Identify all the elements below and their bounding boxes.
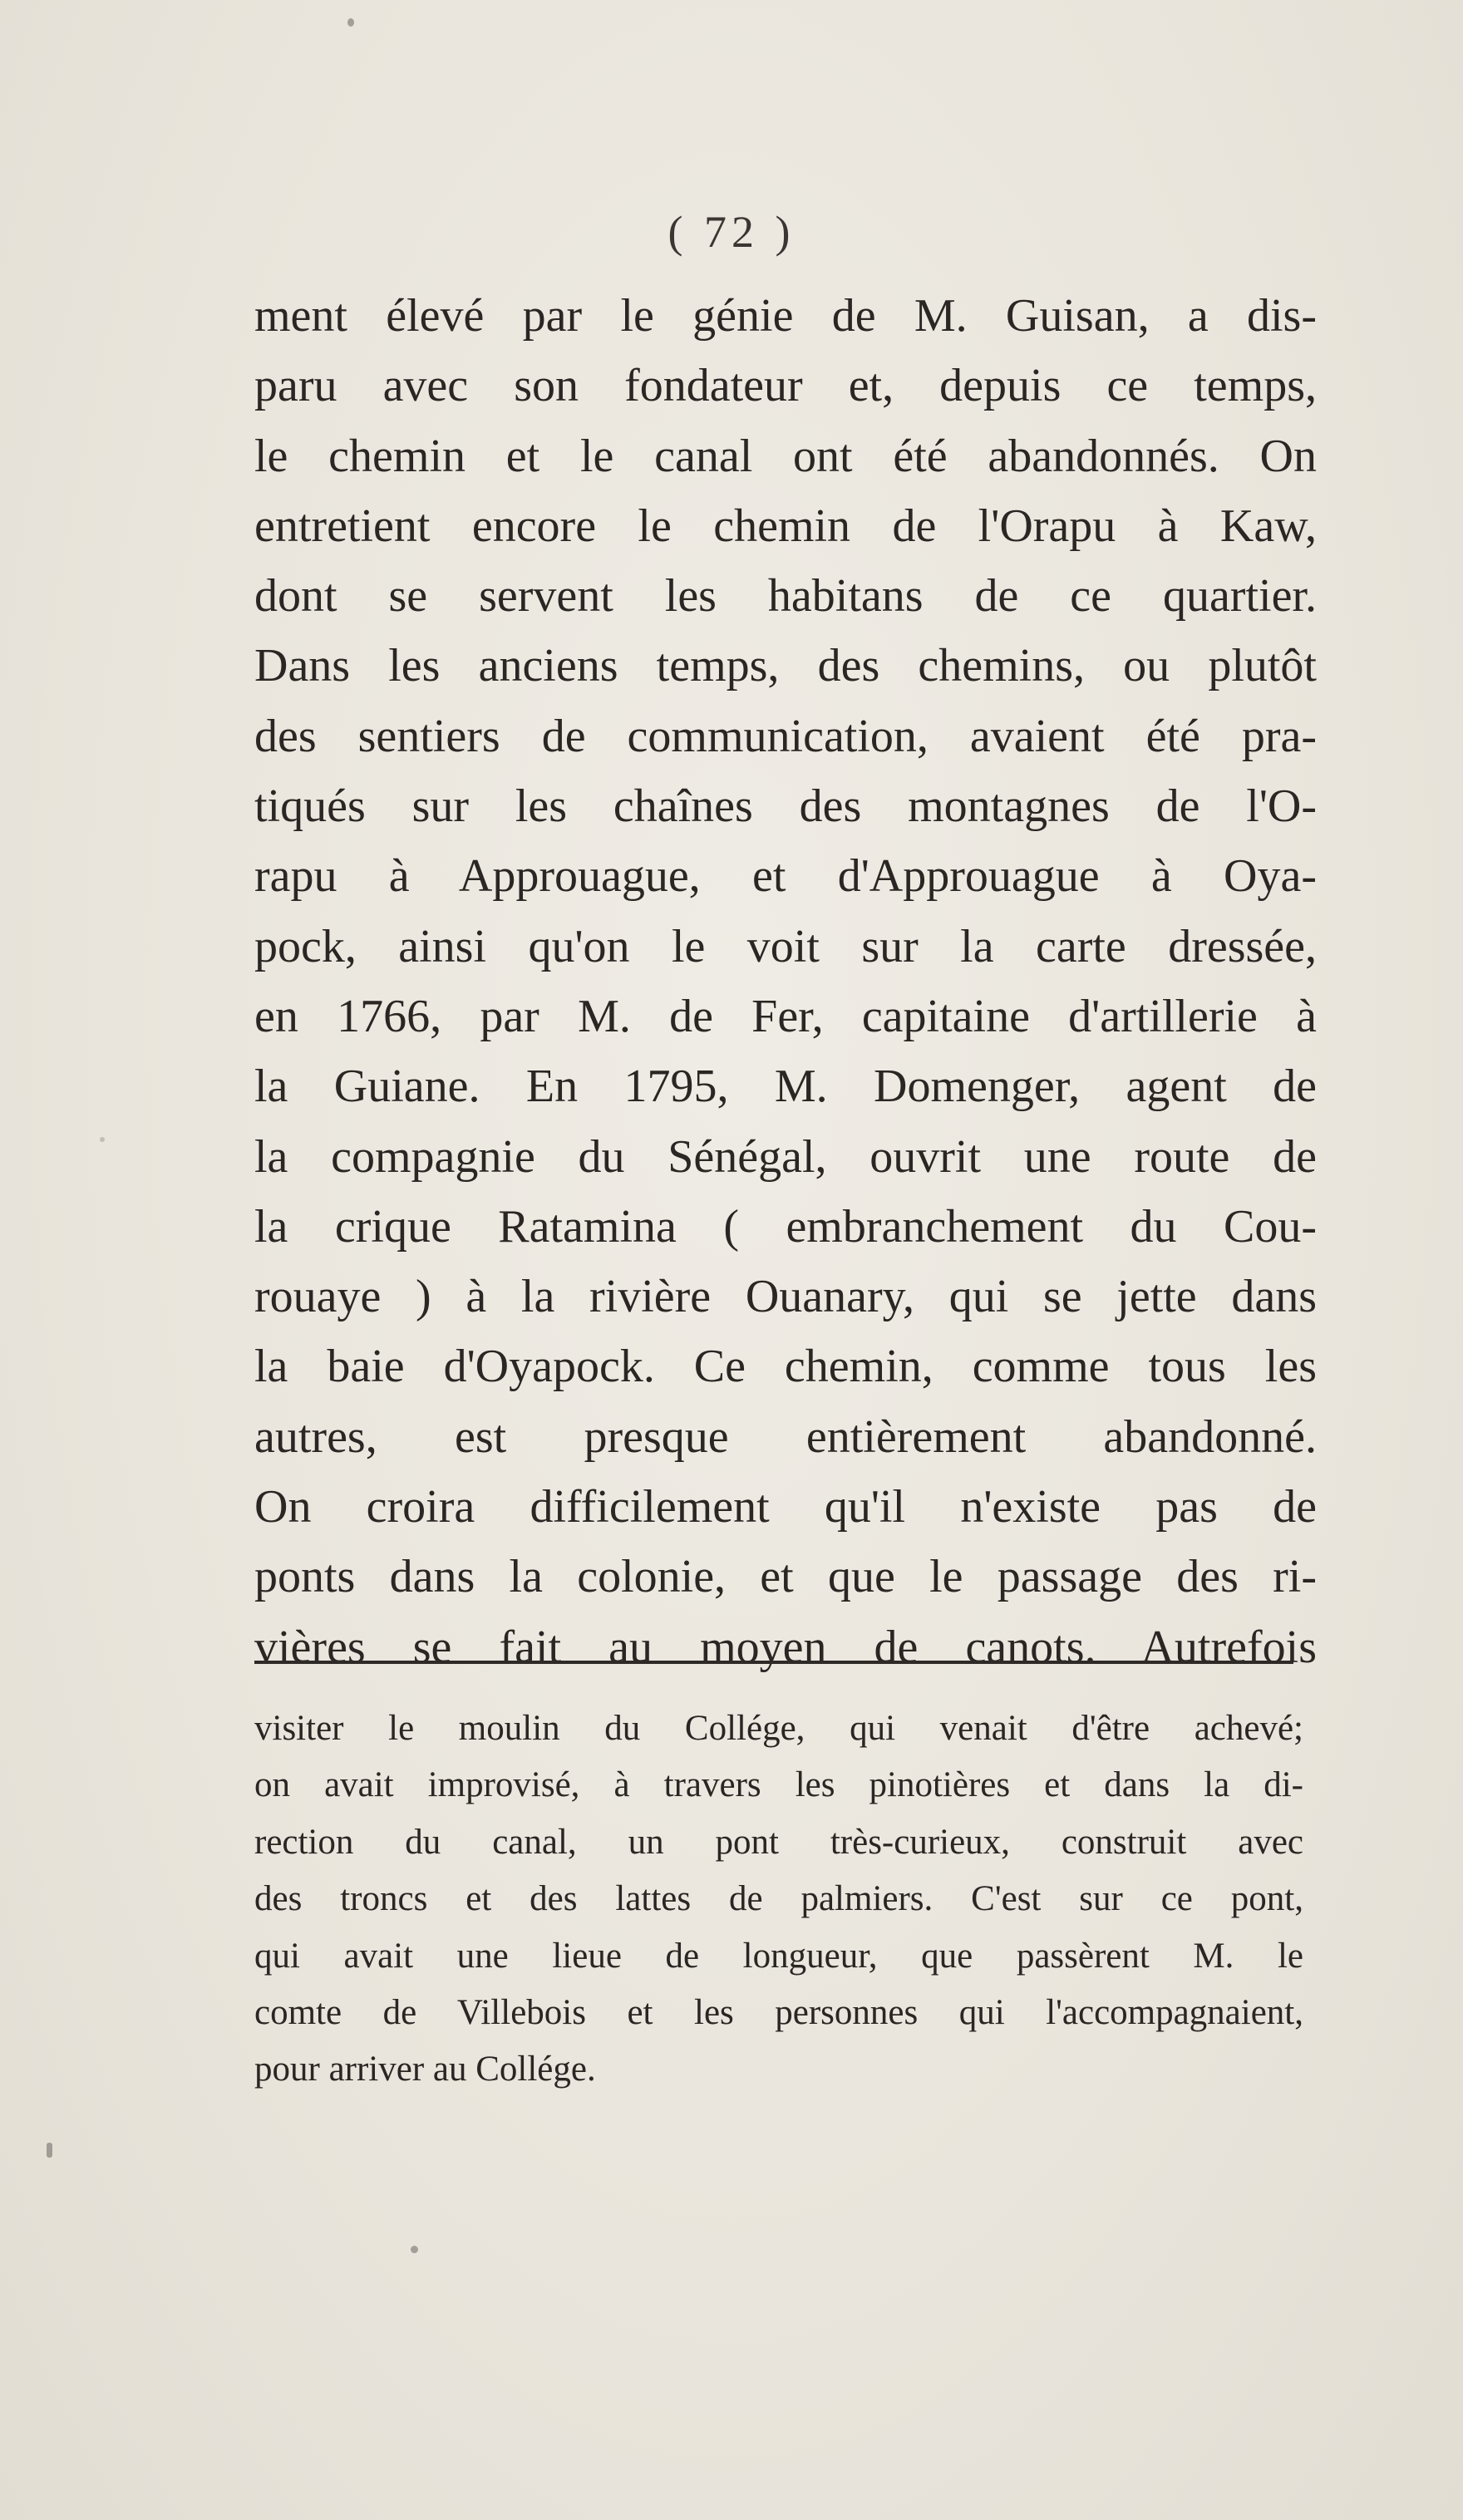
text-line: autres, est presque entièrement abandonné. [254,1410,1317,1463]
text-line: la compagnie du Sénégal, ouvrit une route de [254,1130,1317,1183]
footnote-block [254,1701,1303,2099]
text-line: ponts dans la colonie, et que le passage des ri- [254,1551,1317,1603]
text-line: pock, ainsi qu'on le voit sur la carte dressée, [254,920,1317,972]
footnote-rule [254,1661,1293,1664]
footnote-line: comte de Villebois et les personnes qui l'accompagnaient, [254,1992,1303,2032]
text-line: tiqués sur les chaînes des montagnes de l'O- [254,780,1317,833]
text-line: entretient encore le chemin de l'Orapu à Kaw, [254,500,1317,552]
text-line: en 1766, par M. de Fer, capitaine d'artillerie à [254,990,1317,1042]
text-line: rouaye ) à la rivière Ouanary, qui se jette dans [254,1271,1317,1323]
text-line: Dans les anciens temps, des chemins, ou plutôt [254,640,1317,692]
text-line: la crique Ratamina ( embranchement du Cou- [254,1200,1317,1253]
text-line: la baie d'Oyapock. Ce chemin, comme tous les [254,1341,1317,1393]
footnote-line: rection du canal, un pont très-curieux, construit avec [254,1822,1303,1862]
paper-speck [47,2143,52,2158]
paper-speck [411,2246,418,2253]
footnote-line: qui avait une lieue de longueur, que passèrent M. le [254,1936,1303,1976]
paper-speck [100,1137,105,1142]
footnote-line: des troncs et des lattes de palmiers. C'est sur ce pont, [254,1879,1303,1919]
page-number: ( 72 ) [667,207,796,257]
text-line: des sentiers de communication, avaient été pra- [254,710,1317,762]
footnote-line: visiter le moulin du Collége, qui venait d'être achevé; [254,1709,1303,1748]
text-line: ment élevé par le génie de M. Guisan, a dis- [254,290,1317,342]
text-line: la Guiane. En 1795, M. Domenger, agent de [254,1061,1317,1113]
text-line: vières se fait au moyen de canots. Autrefois [254,1621,1317,1673]
main-text-block [254,281,1317,1682]
text-line: paru avec son fondateur et, depuis ce temps, [254,360,1317,412]
text-line: le chemin et le canal ont été abandonnés. On [254,430,1317,482]
footnote-line: pour arriver au Collége. [254,2050,596,2089]
footnote-line: on avait improvisé, à travers les pinotières et dans la di- [254,1765,1303,1805]
text-line: On croira difficilement qu'il n'existe pas de [254,1481,1317,1533]
text-line: dont se servent les habitans de ce quartier. [254,570,1317,623]
text-line: rapu à Approuague, et d'Approuague à Oya- [254,850,1317,903]
paper-speck [347,18,354,27]
